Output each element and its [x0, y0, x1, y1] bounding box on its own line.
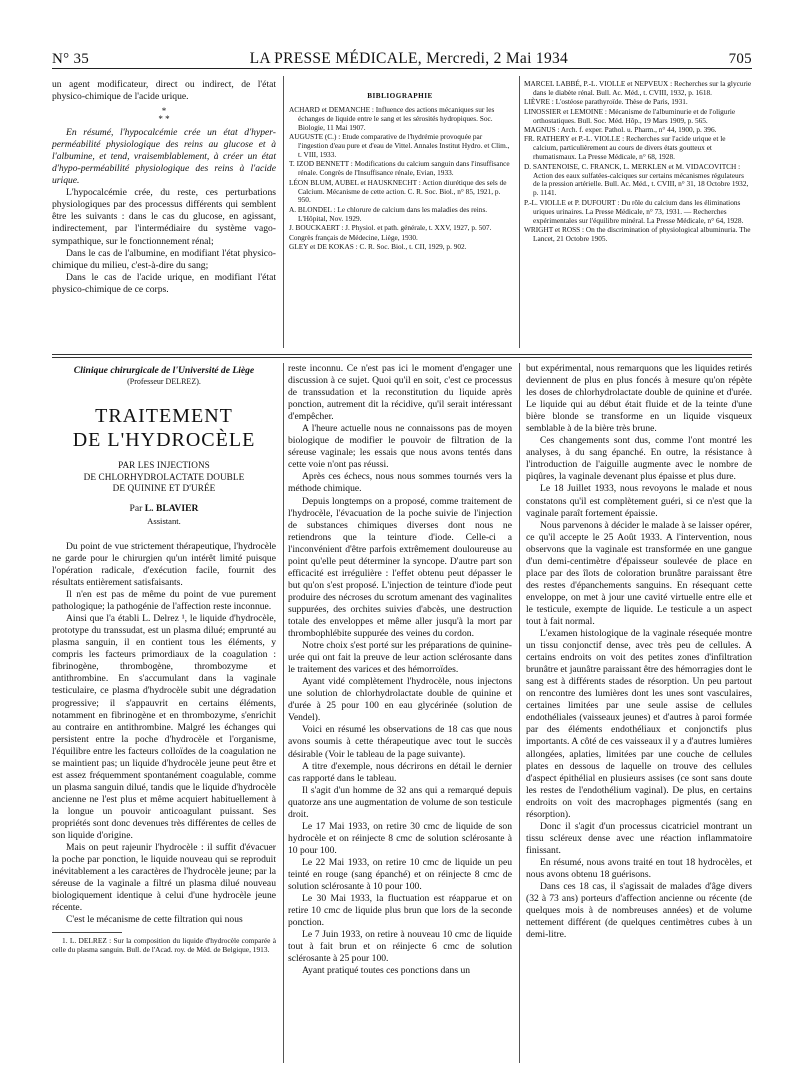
paragraph: Le 22 Mai 1933, on retire 10 cmc de liquide un peu teinté en rouge (sang épanché) et on réinjecte 8 cmc de solution sclérosante à 10 pour 100. — [288, 856, 512, 893]
bibliography-list — [524, 80, 752, 244]
bibliography-entry: T. IZOD BENNETT : Modifications du calcium sanguin dans l'insuffisance rénale. Congrès de l'Insuffisance rénale, Evian, 1933. — [289, 159, 510, 178]
top-left-column — [52, 79, 276, 296]
bibliography-entry: D. SANTENOISE, C. FRANCK, L. MERKLEN et M. VIDACOVITCH : Action des eaux sulfatées-calciques sur certains mécanismes régulateurs de la pression artérielle. Bull. Ac. Méd., t. CVIII, n° 31, 18 Octobre 1932, p. 1141. — [524, 161, 749, 198]
article-text — [526, 363, 752, 941]
author-prefix: Par — [129, 502, 143, 514]
professor-name: (Professeur DELREZ). — [127, 377, 201, 386]
paragraph: un agent modificateur, direct ou indirect, de l'état physico-chimique de l'acide urique. — [52, 79, 276, 103]
paragraph: Le 7 Juin 1933, on retire à nouveau 10 cmc de liquide tout à fait brun et on réinjecte 6 cmc de solution sclérosante à 25 pour 100. — [288, 929, 512, 965]
subtitle-line-2: DE CHLORHYDROLACTATE DOUBLE — [83, 471, 245, 482]
article-column-1 — [52, 363, 276, 954]
article-title-line-1: TRAITEMENT — [95, 405, 233, 428]
paragraph: Le 17 Mai 1933, on retire 30 cmc de liquide de son hydrocèle et on réinjecte 8 cmc de solution sclérosante à 10 pour 100. — [288, 820, 512, 856]
bibliography-entry: GLEY et DE KOKAS : C. R. Soc. Biol., t. CII, 1929, p. 902. — [289, 242, 467, 251]
paragraph: Ces changements sont dus, comme l'ont montré les analyses, à du sang épanché. En outre, la résistance à l'introduction de l'aiguille augmente avec le nombre de piqûres, la vaginale devenant plus épaisse et plus dure. — [526, 435, 752, 483]
paragraph: Mais on peut rajeunir l'hydrocèle : il suffit d'évacuer la poche par ponction, le liquide nouveau qui se reproduit inévitablement a les caractères de l'hydrocèle jeune; par la séreuse de la vaginale a filtré un plasma dilué nouveau biologiquement identique à celui d'une hydrocèle jeune récente. — [52, 842, 276, 914]
paragraph: Donc il s'agit d'un processus cicatriciel montrant un tissu scléreux dense avec une réaction inflammatoire finissant. — [526, 820, 752, 856]
paragraph: Dans ces 18 cas, il s'agissait de malades d'âge divers (32 à 73 ans) porteurs d'affection ancienne ou récente (de quelques mois à de nombreuses années) et de volume nettement différent (de quelques centimètres cubes à un demi-litre. — [526, 881, 752, 941]
page-number: 705 — [728, 51, 752, 67]
paragraph: reste inconnu. Ce n'est pas ici le moment d'engager une discussion à ce sujet. Quoi qu'il en soit, c'est ce processus de transsudation et la reconstitution du liquide après ponction, autrement dit la récidive, qu'il serait intéressant d'empêcher. — [288, 363, 512, 423]
author-line — [52, 503, 276, 515]
bibliography-entry: AUGUSTE (C.) : Etude comparative de l'hydrémie provoquée par l'ingestion d'eau pure et d'eau de Vittel. Annales Institut Hydro. et Clim., t. VIII, 1933. — [289, 132, 510, 159]
paragraph: but expérimental, nous remarquons que les liquides retirés deviennent de plus en plus foncés à mesure qu'on répète les doses de chlorhydrolactate double de quinine et d'urée. Le liquide qui au début était fluide et de la teinte d'une bière blonde se transforme en un liquide visqueux semblable à de la bière très brune. — [526, 363, 752, 435]
bibliography-column-2 — [524, 80, 752, 244]
bibliography-entry: ACHARD et DEMANCHE : Influence des actions mécaniques sur les échanges de liquide entre le sang et les sérosités hydropiques. Soc. Biologie, 11 Mai 1907. — [289, 104, 495, 132]
bibliography-entry: LÉON BLUM, AUBEL et HAUSKNECHT : Action diurétique des sels de Calcium. Mécanisme de cette action. C. R. Soc. Biol., n° 85, 1921, p. 950. — [289, 177, 507, 205]
article-text — [52, 541, 276, 927]
bibliography-entry: FR. RATHERY et P.-L. VIOLLE : Recherches sur l'acide urique et le calcium, particulièrement au cours de divers états goutteux et rhumatismaux. La Presse Médicale, n° 68, 1928. — [524, 134, 726, 162]
bibliography-entry: P.-L. VIOLLE et P. DUFOURT : Du rôle du calcium dans les éliminations uriques urinaires. La Presse Médicale, n° 73, 1931. — Recherches expérimentales sur l'équilibre minéral. La Presse Médicale, n° 64, 1928. — [524, 197, 744, 225]
paragraph: Ainsi que l'a établi L. Delrez ¹, le liquide d'hydrocèle, prototype du transsudat, est un plasma dilué; emprunté au plasma sanguin, il en contient tous les éléments, y compris les facteurs primordiaux de la coagulation : fibrinogène, thrombogène, thrombozyme et antithrombine. En s'accumulant dans la vaginale testiculaire, ce plasma d'hydrocèle subit une dégradation progressive; il s'appauvrit en certains éléments, notamment en fibrinogène et en thrombozyme, s'enrichit au contraire en antithrombine. Malgré les échanges qui persistent entre la poche d'hydrocèle et l'organisme, l'équilibre entre les facteurs colloïdes de la coagulation ne se maintient pas; un liquide d'hydrocèle jeune peut être et est assez fréquemment spontanément coagulable, comme un plasma sanguin dilué, tandis que le liquide d'hydrocèle ancienne ne l'est plus et même acquiert habituellement à la longue un pouvoir anticoagulant puissant. Ses propriétés sont donc devenues très différentes de celles de son liquide d'origine. — [52, 613, 276, 842]
footnote-rule — [52, 932, 122, 933]
bibliography-entry: LIÈVRE : L'ostéose parathyroïde. Thèse de Paris, 1931. — [524, 97, 688, 107]
clinic-name: Clinique chirurgicale de l'Université de Liège — [73, 365, 255, 376]
issue-number: N° 35 — [52, 51, 90, 67]
paragraph: Dans le cas de l'acide urique, en modifiant l'état physico-chimique de ce corps. — [52, 271, 276, 295]
article-column-3 — [526, 363, 752, 941]
column-divider — [519, 76, 520, 348]
paragraph: L'hypocalcémie crée, du reste, ces perturbations physiologiques par des processus différents qui semblent être les suivants : dans le cas du glucose, en agissant, indirectement, par l'intermédiaire du système vago-sympathique, sur le fonctionnement rénal; — [52, 187, 276, 247]
author-role: Assistant. — [147, 515, 181, 526]
paragraph-summary: En résumé, l'hypocalcémie crée un état d'hyper-perméabilité physiologique des reins au glucose et à l'albumine, et tend, vraisemblablement, à créer un état d'hypo-perméabilité physiologique des reins à l'acide urique. — [52, 127, 276, 187]
bibliography-title: BIBLIOGRAPHIE — [367, 92, 433, 100]
section-separator: * * * — [158, 106, 170, 125]
paragraph: Dans le cas de l'albumine, en modifiant l'état physico-chimique du milieu, c'est-à-dire du sang; — [52, 247, 276, 271]
paragraph: Notre choix s'est porté sur les préparations de quinine-urée qui ont fait la preuve de leur action sclérosante dans le traitement des varices et des hémorroïdes. — [288, 640, 512, 676]
paragraph: Il s'agit d'un homme de 32 ans qui a remarqué depuis quatorze ans une augmentation de volume de son testicule droit. — [288, 784, 512, 820]
column-divider — [283, 363, 284, 1063]
bibliography-column-1 — [289, 92, 511, 252]
paragraph: Depuis longtemps on a proposé, comme traitement de l'hydrocèle, l'évacuation de la poche suivie de l'injection de substances chimiques diverses dont nous ne retiendrons que la teinture d'iode. Celle-ci a l'inconvénient d'être parfois extrêmement douloureuse au point qu'elle peut déterminer la syncope. D'autre part son efficacité est irrégulière : l'effet obtenu peut dépasser le but qu'on s'est proposé. L'injection de teinture d'iode peut produire des nécroses du scrotum amenant des vaginalites suppurées, des orchites suivies d'abcès, une destruction totale des enveloppes et même aller jusqu'à la mort par thrombophlébite suppurée des veines du cordon. — [288, 495, 512, 640]
paragraph: A l'heure actuelle nous ne connaissons pas de moyen biologique de modifier le pouvoir de filtration de la séreuse vaginale; les essais que nous avons tentés dans cette voie n'ont pas réussi. — [288, 423, 512, 471]
paragraph: Le 18 Juillet 1933, nous revoyons le malade et nous constatons qu'il est complètement guéri, si ce n'est que la vaginale paraît fortement épaissie. — [526, 483, 752, 519]
paragraph: Du point de vue strictement thérapeutique, l'hydrocèle ne garde pour le chirurgien qu'un intérêt limité puisque l'opération radicale, d'exécution facile, fournit des résultats entièrement satisfaisants. — [52, 540, 276, 589]
paragraph: Ayant pratiqué toutes ces ponctions dans un — [302, 965, 471, 977]
paragraph: Le 30 Mai 1933, la fluctuation est réapparue et on retire 10 cmc de liquide plus brun que lors de la seconde ponction. — [288, 893, 512, 929]
bibliography-entry: LINOSSIER et LEMOINE : Mécanisme de l'albuminurie et de l'oligurie orthostatiques. Bull. Soc. Méd. Hôp., 19 Mars 1909, p. 565. — [524, 106, 736, 125]
paragraph: Voici en résumé les observations de 18 cas que nous avons soumis à cette thérapeutique avec tout le succès désirable (Voir le tableau de la page suivante). — [288, 724, 512, 760]
section-rule — [52, 357, 752, 358]
bibliography-entry: MARCEL LABBÉ, P.-L. VIOLLE et NEPVEUX : Recherches sur la glycurie dans le diabète rénal. Bull. Ac. Méd., t. CVIII, 1932, p. 1618. — [524, 79, 752, 97]
bibliography-entry: WRIGHT et ROSS : On the discrimination of physiological albuminuria. The Lancet, 21 Octobre 1905. — [524, 225, 751, 243]
paragraph: Ayant vidé complètement l'hydrocèle, nous injectons une solution de chlorhydrolactate double de quinine et d'urée à 25 pour 100 en eau glycérinée (solution de Vendel). — [288, 676, 512, 724]
subtitle-line-1: PAR LES INJECTIONS — [118, 460, 210, 471]
article-title-line-2: DE L'HYDROCÈLE — [72, 429, 256, 452]
section-rule — [52, 354, 752, 355]
bibliography-entry: MAGNUS : Arch. f. exper. Pathol. u. Pharm., n° 44, 1900, p. 396. — [524, 125, 717, 135]
author-name: L. BLAVIER — [144, 502, 199, 514]
journal-title: LA PRESSE MÉDICALE, Mercredi, 2 Mai 1934 — [249, 50, 569, 67]
article-column-2 — [288, 363, 512, 977]
paragraph: A titre d'exemple, nous décrirons en détail le dernier cas rapporté dans le tableau. — [288, 760, 512, 784]
paragraph: C'est le mécanisme de cette filtration qui nous — [66, 914, 243, 926]
paragraph: En résumé, nous avons traité en tout 18 hydrocèles, et nous avons obtenu 18 guérisons. — [526, 856, 752, 880]
paragraph: Il n'en est pas de même du point de vue purement pathologique; la pathogénie de l'affection reste inconnue. — [52, 589, 276, 613]
bibliography-entry: A. BLONDEL : Le chlorure de calcium dans les maladies des reins. L'Hôpital, Nov. 1929. — [289, 204, 488, 223]
bibliography-entry: Congrès français de Médecine, Liège, 1930. — [289, 232, 418, 242]
article-text — [288, 363, 512, 977]
column-divider — [519, 363, 520, 1063]
paragraph: L'examen histologique de la vaginale résequée montre un tissu conjonctif dense, avec très peu de cellules. A certains endroits on voit des petites zones d'infiltration brunâtre et jaunâtre paraissant être des hémorragies dont le sang est à différents stades de résorption. Un peu partout on rencontre des lumières dont les unes sont vasculaires, certaines limitées par une seule assise de cellules endothéliales (vaisseaux jeunes) et d'autres à paroi formée par des éléments endothéliaux et conjonctifs plus importants. A côté de ces vaisseaux il y a d'autres lumières allongées, aplaties, limitées par une couche de cellules plates en dessous de laquelle on trouve des cellules d'aspect épithélial en plusieurs assises (ce sont sans doute les restes de l'endothélium vaginal). De plus, en certains endroits on voit des macrophages pigmentés (sang en résorption). — [526, 628, 752, 820]
paragraph: Après ces échecs, nous nous sommes tournés vers la méthode chimique. — [288, 471, 512, 495]
bibliography-entry: J. BOUCKAERT : J. Physiol. et path. générale, t. XXV, 1927, p. 507. — [289, 223, 492, 233]
column-divider — [283, 76, 284, 348]
footnote: 1. L. DELREZ : Sur la composition du liquide d'hydrocèle comparée à celle du plasma sanguin. Bull. de l'Acad. roy. de Méd. de Belgique, 1913. — [52, 936, 276, 955]
page-header — [52, 46, 752, 69]
paragraph: Nous parvenons à décider le malade à se laisser opérer, ce qu'il accepte le 25 Août 1933. A l'intervention, nous observons que la vaginale est transformée en une gangue d'un demi-centimètre d'épaisseur soulevée de place en place par des îlots de coloration brunâtre paraissant être des restes d'épanchements sanguins. En résequant cette enveloppe, on met à jour une cavité virtuelle entre elle et le testicule, exempte de liquide. Le testicule a un aspect tout à fait normal. — [526, 519, 752, 627]
bibliography-list — [289, 106, 511, 252]
subtitle-line-3: DE QUININE ET D'URÉE — [112, 483, 216, 494]
